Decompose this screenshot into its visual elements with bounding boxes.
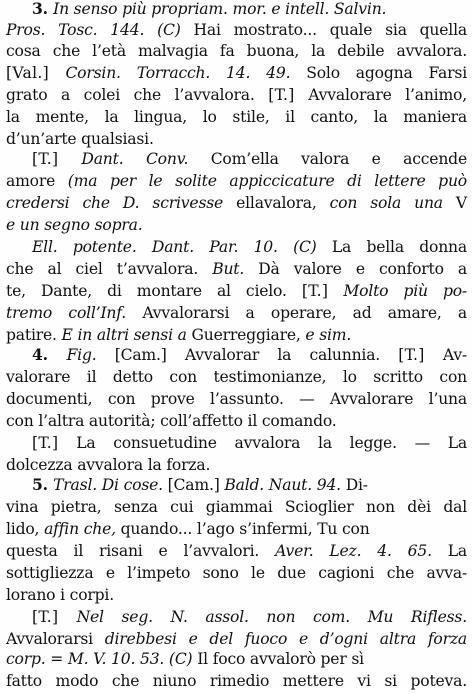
text-segment: corp. = M. V. 10. 53. (C) xyxy=(6,650,193,668)
text-segment: con l’altra autorità; coll’affetto il comando. xyxy=(6,412,337,430)
text-segment: tremo coll’Inf. xyxy=(6,304,127,322)
text-segment: valorare il detto con testimonianze, lo scritto con xyxy=(6,368,467,386)
text-segment: te, Dante, di montare al cielo. xyxy=(6,282,302,300)
text-segment: Pros. Tosc. 144. xyxy=(6,21,158,39)
text-segment: Bald. Naut. 94. xyxy=(224,476,341,494)
text-segment: Hai mostrato... quale sia quella xyxy=(180,21,467,39)
text-segment: Fig. xyxy=(66,346,97,364)
text-segment: affin che, xyxy=(44,520,116,538)
text-segment: direbbesi e del fuoco e d’ogni altra forza xyxy=(104,630,467,648)
text-segment: documenti, con prove l’assunto. — Avvalorare l’una xyxy=(6,390,467,408)
text-segment: Dà valore e conforto a xyxy=(244,260,467,278)
text-segment: [T.] xyxy=(268,86,295,104)
text-segment: questa il risani e l’avvalori. xyxy=(6,542,276,560)
text-segment: [T.] xyxy=(32,150,82,168)
text-segment: 3. xyxy=(32,0,54,18)
text-segment: [Cam.] xyxy=(162,476,225,494)
text-segment: Guerreggiare, xyxy=(186,326,306,344)
text-segment: (ma per le solite appiccicature di lettere può xyxy=(67,172,467,190)
text-segment: grato a colei che l’avvalora. xyxy=(6,86,269,104)
text-segment: 5. xyxy=(31,475,54,494)
text-segment: La consuetudine avvalora la legge. — La xyxy=(58,434,467,452)
text-segment: (C) xyxy=(157,21,181,39)
text-segment: [T.] xyxy=(32,434,59,452)
text-segment: dolcezza avvalora la forza. xyxy=(6,456,211,474)
text-segment: ellavalora, xyxy=(223,194,330,212)
text-segment: Com’ella valora e accende xyxy=(188,150,467,168)
text-segment: Di- xyxy=(340,476,368,494)
text-segment: Aver. Lez. 4. 65. xyxy=(275,542,432,560)
text-segment: Il foco avvalorò per sì xyxy=(192,650,364,668)
text-segment: 4. xyxy=(32,345,67,364)
text-segment: che al ciel t’avvalora. xyxy=(6,260,213,278)
text-segment: E in altri sensi a xyxy=(61,326,187,344)
text-segment: V xyxy=(442,194,467,212)
text-segment: La xyxy=(431,542,467,560)
text-segment: Avvalorarsi xyxy=(6,630,105,648)
text-segment: Solo agogna Farsi xyxy=(290,64,467,82)
text-segment: Dant. Conv. xyxy=(81,150,189,168)
text-segment: [T.] xyxy=(32,608,77,626)
text-segment: credersi che D. scrivesse xyxy=(6,194,224,212)
text-segment: But. xyxy=(212,260,245,278)
text-segment: la mente, la lingua, lo stile, il canto, la maniera xyxy=(6,108,467,126)
text-segment: fatto modo che niuno rimedio mettere vi si poteva. xyxy=(6,672,467,690)
text-segment: e sim. xyxy=(305,326,352,344)
text-segment: amore xyxy=(6,172,68,190)
text-segment: lorano i corpi. xyxy=(6,586,114,604)
text-segment: Avvalorarsi a operare, ad amare, a xyxy=(126,304,467,322)
text-segment: Nel seg. N. assol. non com. Mu Rifless. xyxy=(76,608,467,626)
text-segment: con sola una xyxy=(329,194,443,212)
text-segment: patire. xyxy=(6,326,62,344)
text-segment: Av- xyxy=(424,346,467,364)
text-segment: In senso più propriam. mor. e intell. Salvin. xyxy=(53,0,387,18)
text-segment: Corsin. Torracch. 14. 49. xyxy=(65,64,291,82)
text-segment: La bella donna xyxy=(316,238,467,256)
text-segment: Molto più po- xyxy=(328,282,467,300)
text-segment: vina pietra, senza cui giammai Scioglier non dèi dal xyxy=(6,498,467,516)
text-segment: [Cam.] Avvalorar la calunnia. xyxy=(96,346,399,364)
text-segment: Trasl. Di cose. xyxy=(53,476,163,494)
text-segment: Ell. potente. Dant. Par. 10. (C) xyxy=(32,238,317,256)
text-segment: Avvalorare l’animo, xyxy=(294,86,467,104)
text-segment: quando... l’ago s’infermi, Tu con xyxy=(115,520,370,538)
text-segment: d’un’arte qualsiasi. xyxy=(6,130,154,148)
text-segment: [T.] xyxy=(301,282,329,300)
text-segment: [T.] xyxy=(398,346,425,364)
text-segment: sottigliezza e l’impeto sono le due cagioni che avva- xyxy=(6,564,467,582)
text-segment: lido, xyxy=(6,520,45,538)
text-segment: [Val.] xyxy=(6,64,66,82)
text-line xyxy=(0,668,473,694)
text-segment: cosa che l’età malvagia fa buona, la debile avvalora. xyxy=(6,42,467,60)
text-segment: e un segno sopra. xyxy=(6,216,143,234)
